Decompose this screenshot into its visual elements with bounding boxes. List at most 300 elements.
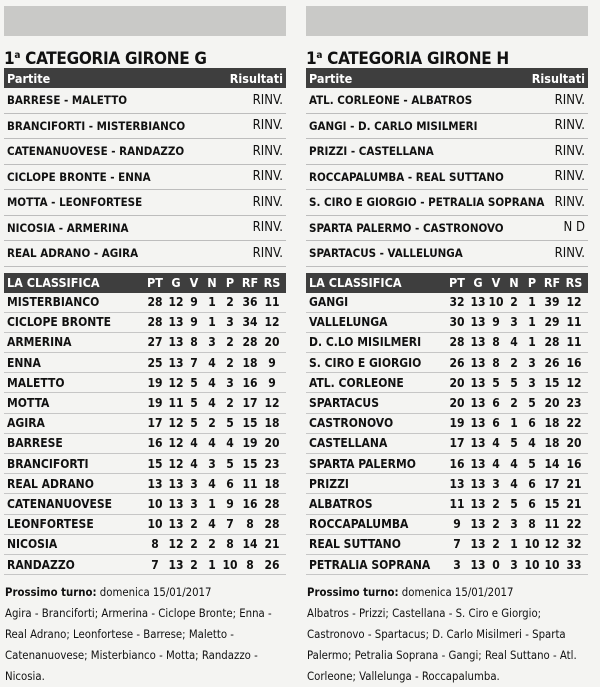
stat-n: 3 <box>510 557 518 572</box>
section-title: 1$^a$ CATEGORIA GIRONE H <box>306 49 509 69</box>
standings-row <box>4 313 286 333</box>
stat-p: 2 <box>226 295 234 310</box>
stat-pt: 19 <box>147 396 163 411</box>
match-row <box>4 241 286 267</box>
match-result: RINV. <box>252 143 283 159</box>
stat-g: 13 <box>470 496 486 511</box>
standings-row <box>306 414 588 434</box>
stat-p: 5 <box>528 396 536 411</box>
stat-v: 3 <box>190 476 198 491</box>
stat-n: 1 <box>510 537 518 552</box>
stat-pt: 17 <box>449 436 465 451</box>
stat-rs: 33 <box>566 557 582 572</box>
stat-n: 4 <box>208 396 216 411</box>
team-name: GANGI <box>309 295 349 310</box>
stat-v: 2 <box>190 517 198 532</box>
stat-pt: 9 <box>453 517 461 532</box>
stat-rs: 23 <box>566 396 582 411</box>
stat-rs: 20 <box>264 335 280 350</box>
stat-pt: 19 <box>449 416 465 431</box>
results-header <box>4 68 286 88</box>
stat-rs: 20 <box>566 436 582 451</box>
team-name: BARRESE <box>7 436 63 451</box>
stat-v: 2 <box>190 557 198 572</box>
stat-p: 3 <box>226 315 234 330</box>
stat-v: 9 <box>492 315 500 330</box>
stat-p: 5 <box>528 456 536 471</box>
standings-row <box>306 373 588 393</box>
team-name: CASTRONOVO <box>309 416 394 431</box>
stat-rs: 21 <box>566 476 582 491</box>
stat-p: 8 <box>226 537 234 552</box>
stat-p: 4 <box>226 436 234 451</box>
stat-g: 13 <box>470 476 486 491</box>
match-result: RINV. <box>252 245 283 261</box>
team-name: LEONFORTESE <box>7 517 94 532</box>
stat-p: 5 <box>226 456 234 471</box>
stat-g: 12 <box>168 375 184 390</box>
stat-pt: 19 <box>147 375 163 390</box>
matches-column-label: Partite <box>309 70 353 86</box>
stat-rf: 34 <box>242 315 258 330</box>
stat-p: 1 <box>528 295 536 310</box>
standings-row <box>306 474 588 494</box>
match-result: RINV. <box>252 118 283 134</box>
col-v-label: V <box>491 275 501 290</box>
stat-g: 13 <box>470 375 486 390</box>
match-row <box>4 190 286 216</box>
stat-rf: 19 <box>242 436 258 451</box>
results-header <box>306 68 588 88</box>
team-name: MALETTO <box>7 375 65 390</box>
stat-g: 13 <box>168 315 184 330</box>
stat-g: 13 <box>168 355 184 370</box>
stat-pt: 20 <box>449 396 465 411</box>
stat-rs: 22 <box>566 517 582 532</box>
stat-rs: 21 <box>566 496 582 511</box>
next-round <box>306 582 588 687</box>
stat-v: 2 <box>492 517 500 532</box>
stat-pt: 20 <box>449 375 465 390</box>
stat-pt: 26 <box>449 355 465 370</box>
stat-p: 9 <box>226 496 234 511</box>
standings-row <box>4 434 286 454</box>
stat-pt: 16 <box>147 436 163 451</box>
match-result: RINV. <box>554 245 585 261</box>
stat-p: 6 <box>528 416 536 431</box>
stat-rs: 12 <box>566 295 582 310</box>
match-row <box>306 216 588 242</box>
next-round <box>4 582 286 687</box>
stat-rs: 22 <box>566 416 582 431</box>
standings-row <box>4 515 286 535</box>
next-round-label: Prossimo turno: <box>5 586 97 600</box>
stat-pt: 3 <box>453 557 461 572</box>
stat-n: 5 <box>510 375 518 390</box>
standings-row <box>4 414 286 434</box>
stat-p: 6 <box>226 476 234 491</box>
matches-list <box>306 88 588 267</box>
stat-n: 3 <box>510 517 518 532</box>
stat-p: 6 <box>528 476 536 491</box>
match-row <box>306 114 588 140</box>
match-row <box>306 88 588 114</box>
stat-rf: 36 <box>242 295 258 310</box>
stat-n: 4 <box>510 476 518 491</box>
stat-p: 3 <box>528 375 536 390</box>
match-teams: REAL ADRANO - AGIRA <box>7 246 139 261</box>
stat-rf: 8 <box>246 557 254 572</box>
stat-rs: 32 <box>566 537 582 552</box>
next-round-fixtures: Agira - Branciforti; Armerina - Ciclope Bronte; Enna - Real Adrano; Leonfortese - Barrese; Maletto - Catenanuovese; Misterbianco - Motta; Randazzo - Nicosia. <box>5 607 272 684</box>
matches-column-label: Partite <box>7 70 51 86</box>
next-round-fixtures: Albatros - Prizzi; Castellana - S. Ciro e Giorgio; Castronovo - Spartacus; D. Carlo Misilmeri - Sparta Palermo; Petralia Soprana - Gangi; Real Suttano - Atl. Corleone; Vallelunga - Roccapalumba. <box>307 607 577 684</box>
stat-rs: 16 <box>566 355 582 370</box>
stat-pt: 7 <box>151 557 159 572</box>
team-name: ROCCAPALUMBA <box>309 517 409 532</box>
stat-pt: 16 <box>449 456 465 471</box>
col-pt-label: PT <box>147 275 163 290</box>
stat-rf: 26 <box>544 355 560 370</box>
stat-v: 5 <box>190 396 198 411</box>
stat-rf: 20 <box>544 396 560 411</box>
team-name: REAL SUTTANO <box>309 537 401 552</box>
team-name: ARMERINA <box>7 335 72 350</box>
match-teams: GANGI - D. CARLO MISILMERI <box>309 118 478 133</box>
team-name: ENNA <box>7 355 41 370</box>
stat-pt: 30 <box>449 315 465 330</box>
match-row <box>4 88 286 114</box>
stat-g: 13 <box>470 517 486 532</box>
team-name: MOTTA <box>7 396 50 411</box>
stat-rs: 20 <box>264 436 280 451</box>
team-name: MISTERBIANCO <box>7 295 100 310</box>
match-teams: ATL. CORLEONE - ALBATROS <box>309 93 473 108</box>
stat-v: 8 <box>492 335 500 350</box>
stat-v: 6 <box>492 416 500 431</box>
stat-pt: 17 <box>147 416 163 431</box>
standings-row <box>4 474 286 494</box>
stat-g: 11 <box>168 396 184 411</box>
header-bar <box>4 6 286 36</box>
stat-rs: 28 <box>264 517 280 532</box>
girone-h-column <box>306 0 588 687</box>
standings-row <box>306 293 588 313</box>
stat-n: 1 <box>510 416 518 431</box>
match-result: RINV. <box>252 220 283 236</box>
stat-g: 12 <box>168 416 184 431</box>
standings-row <box>306 434 588 454</box>
stat-rf: 18 <box>242 355 258 370</box>
col-rs-label: RS <box>263 275 281 290</box>
stat-rf: 15 <box>242 456 258 471</box>
stat-p: 5 <box>226 416 234 431</box>
next-round-date: domenica 15/01/2017 <box>96 586 212 600</box>
section-title: 1$^a$ CATEGORIA GIRONE G <box>4 49 207 69</box>
stat-n: 4 <box>510 335 518 350</box>
team-name: AGIRA <box>7 416 45 431</box>
standings-row <box>306 333 588 353</box>
stat-p: 3 <box>226 375 234 390</box>
team-name: VALLELUNGA <box>309 315 388 330</box>
stat-n: 3 <box>510 315 518 330</box>
stat-pt: 8 <box>151 537 159 552</box>
stat-rf: 16 <box>242 375 258 390</box>
col-rf-label: RF <box>543 275 561 290</box>
stat-rf: 18 <box>544 436 560 451</box>
stat-rs: 28 <box>264 496 280 511</box>
match-teams: SPARTA PALERMO - CASTRONOVO <box>309 220 504 235</box>
stat-p: 10 <box>524 557 540 572</box>
match-result: RINV. <box>252 169 283 185</box>
stat-v: 3 <box>190 496 198 511</box>
stat-pt: 10 <box>147 496 163 511</box>
stat-rs: 18 <box>264 476 280 491</box>
standings-row <box>306 454 588 474</box>
match-result: RINV. <box>252 92 283 108</box>
col-p-label: P <box>225 275 235 290</box>
match-row <box>306 190 588 216</box>
col-n-label: N <box>207 275 217 290</box>
stat-p: 3 <box>528 355 536 370</box>
stat-g: 13 <box>470 355 486 370</box>
stat-g: 12 <box>168 436 184 451</box>
match-teams: MOTTA - LEONFORTESE <box>7 195 143 210</box>
stat-g: 12 <box>168 295 184 310</box>
stat-rs: 11 <box>566 315 582 330</box>
stat-rf: 39 <box>544 295 560 310</box>
stat-rs: 12 <box>264 396 280 411</box>
stat-n: 1 <box>208 557 216 572</box>
stat-g: 13 <box>470 537 486 552</box>
stat-g: 13 <box>168 335 184 350</box>
stat-g: 13 <box>470 396 486 411</box>
stat-pt: 32 <box>449 295 465 310</box>
stat-g: 13 <box>470 315 486 330</box>
stat-rf: 15 <box>544 375 560 390</box>
team-name: SPARTA PALERMO <box>309 456 416 471</box>
stat-pt: 25 <box>147 355 163 370</box>
team-name: RANDAZZO <box>7 557 75 572</box>
match-teams: SPARTACUS - VALLELUNGA <box>309 246 463 261</box>
stat-rf: 15 <box>242 416 258 431</box>
stat-pt: 10 <box>147 517 163 532</box>
stat-rf: 28 <box>242 335 258 350</box>
stat-rf: 14 <box>242 537 258 552</box>
standings-row <box>4 494 286 514</box>
standings-row <box>4 535 286 555</box>
standings-title: LA CLASSIFICA <box>7 275 100 290</box>
standings-table <box>306 293 588 576</box>
stat-p: 4 <box>528 436 536 451</box>
stat-pt: 11 <box>449 496 465 511</box>
standings-header <box>306 273 588 293</box>
match-teams: CICLOPE BRONTE - ENNA <box>7 169 151 184</box>
stat-p: 10 <box>524 537 540 552</box>
standings-row <box>4 555 286 575</box>
stat-p: 8 <box>528 517 536 532</box>
stat-rf: 14 <box>544 456 560 471</box>
standings-row <box>306 313 588 333</box>
standings-row <box>4 293 286 313</box>
stat-v: 9 <box>190 295 198 310</box>
stat-g: 13 <box>470 456 486 471</box>
stat-p: 2 <box>226 396 234 411</box>
standings-row <box>4 333 286 353</box>
stat-v: 2 <box>492 496 500 511</box>
team-name: ATL. CORLEONE <box>309 375 404 390</box>
stat-pt: 7 <box>453 537 461 552</box>
stat-rs: 11 <box>566 335 582 350</box>
next-round-label: Prossimo turno: <box>307 586 399 600</box>
stat-g: 13 <box>470 416 486 431</box>
stat-n: 4 <box>208 355 216 370</box>
match-row <box>306 165 588 191</box>
team-name: CATENANUOVESE <box>7 496 113 511</box>
stat-rf: 18 <box>544 416 560 431</box>
match-result: RINV. <box>554 143 585 159</box>
stat-rf: 12 <box>544 537 560 552</box>
stat-rs: 26 <box>264 557 280 572</box>
col-v-label: V <box>189 275 199 290</box>
team-name: BRANCIFORTI <box>7 456 89 471</box>
stat-v: 6 <box>492 396 500 411</box>
match-teams: CATENANUOVESE - RANDAZZO <box>7 144 185 159</box>
match-result: RINV. <box>554 169 585 185</box>
match-teams: S. CIRO E GIORGIO - PETRALIA SOPRANA <box>309 195 545 210</box>
stat-p: 1 <box>528 335 536 350</box>
stat-pt: 13 <box>147 476 163 491</box>
stat-rf: 17 <box>544 476 560 491</box>
stat-rs: 21 <box>264 537 280 552</box>
match-result: RINV. <box>252 194 283 210</box>
match-row <box>4 165 286 191</box>
standings-row <box>306 494 588 514</box>
team-name: REAL ADRANO <box>7 476 94 491</box>
standings-title: LA CLASSIFICA <box>309 275 402 290</box>
stat-rs: 12 <box>264 315 280 330</box>
team-name: PETRALIA SOPRANA <box>309 557 431 572</box>
results-column-label: Risultati <box>531 70 585 86</box>
col-rf-label: RF <box>241 275 259 290</box>
stat-v: 2 <box>492 537 500 552</box>
col-g-label: G <box>473 275 483 290</box>
match-row <box>306 139 588 165</box>
stat-rf: 29 <box>544 315 560 330</box>
stat-pt: 28 <box>147 295 163 310</box>
match-teams: PRIZZI - CASTELLANA <box>309 144 434 159</box>
stat-rf: 10 <box>544 557 560 572</box>
standings-row <box>4 373 286 393</box>
stat-n: 1 <box>208 295 216 310</box>
col-rs-label: RS <box>565 275 583 290</box>
stat-rs: 23 <box>264 456 280 471</box>
stat-rs: 11 <box>264 295 280 310</box>
stat-rf: 17 <box>242 396 258 411</box>
col-g-label: G <box>171 275 181 290</box>
stat-v: 4 <box>190 456 198 471</box>
standings-row <box>4 454 286 474</box>
stat-n: 5 <box>510 496 518 511</box>
stat-v: 5 <box>492 375 500 390</box>
standings-row <box>4 393 286 413</box>
stat-rf: 16 <box>242 496 258 511</box>
girone-g-column <box>4 0 286 687</box>
stat-rf: 28 <box>544 335 560 350</box>
stat-pt: 13 <box>449 476 465 491</box>
stat-p: 6 <box>528 496 536 511</box>
standings-table <box>4 293 286 576</box>
stat-v: 5 <box>190 416 198 431</box>
stat-n: 2 <box>208 416 216 431</box>
stat-g: 13 <box>470 557 486 572</box>
stat-rs: 16 <box>566 456 582 471</box>
match-result: N D <box>563 220 585 236</box>
stat-pt: 28 <box>147 315 163 330</box>
stat-v: 10 <box>488 295 504 310</box>
stat-g: 13 <box>470 295 486 310</box>
stat-g: 12 <box>168 456 184 471</box>
match-row <box>4 139 286 165</box>
stat-n: 4 <box>208 476 216 491</box>
stat-g: 13 <box>470 335 486 350</box>
stat-rs: 9 <box>268 375 276 390</box>
stat-rs: 12 <box>566 375 582 390</box>
standings-row <box>306 515 588 535</box>
team-name: SPARTACUS <box>309 396 379 411</box>
stat-p: 1 <box>528 315 536 330</box>
stat-n: 2 <box>510 355 518 370</box>
team-name: NICOSIA <box>7 537 58 552</box>
stat-p: 2 <box>226 335 234 350</box>
matches-list <box>4 88 286 267</box>
match-teams: BARRESE - MALETTO <box>7 93 128 108</box>
match-result: RINV. <box>554 92 585 108</box>
team-name: PRIZZI <box>309 476 349 491</box>
match-row <box>4 114 286 140</box>
match-result: RINV. <box>554 194 585 210</box>
results-column-label: Risultati <box>229 70 283 86</box>
stat-n: 3 <box>208 456 216 471</box>
match-teams: BRANCIFORTI - MISTERBIANCO <box>7 118 186 133</box>
stat-v: 2 <box>190 537 198 552</box>
stat-v: 4 <box>492 436 500 451</box>
standings-row <box>306 535 588 555</box>
next-round-date: domenica 15/01/2017 <box>398 586 514 600</box>
stat-v: 9 <box>190 315 198 330</box>
stat-g: 12 <box>168 537 184 552</box>
match-row <box>4 216 286 242</box>
team-name: S. CIRO E GIORGIO <box>309 355 422 370</box>
stat-n: 2 <box>510 295 518 310</box>
stat-n: 4 <box>208 375 216 390</box>
stat-v: 5 <box>190 375 198 390</box>
match-teams: NICOSIA - ARMERINA <box>7 220 129 235</box>
col-pt-label: PT <box>449 275 465 290</box>
stat-v: 4 <box>190 436 198 451</box>
team-name: CICLOPE BRONTE <box>7 315 112 330</box>
stat-n: 4 <box>208 517 216 532</box>
col-n-label: N <box>509 275 519 290</box>
standings-row <box>306 353 588 373</box>
stat-p: 10 <box>222 557 238 572</box>
stat-v: 0 <box>492 557 500 572</box>
stat-n: 4 <box>208 436 216 451</box>
standings-row <box>306 393 588 413</box>
stat-g: 13 <box>168 557 184 572</box>
team-name: CASTELLANA <box>309 436 388 451</box>
stat-g: 13 <box>168 517 184 532</box>
